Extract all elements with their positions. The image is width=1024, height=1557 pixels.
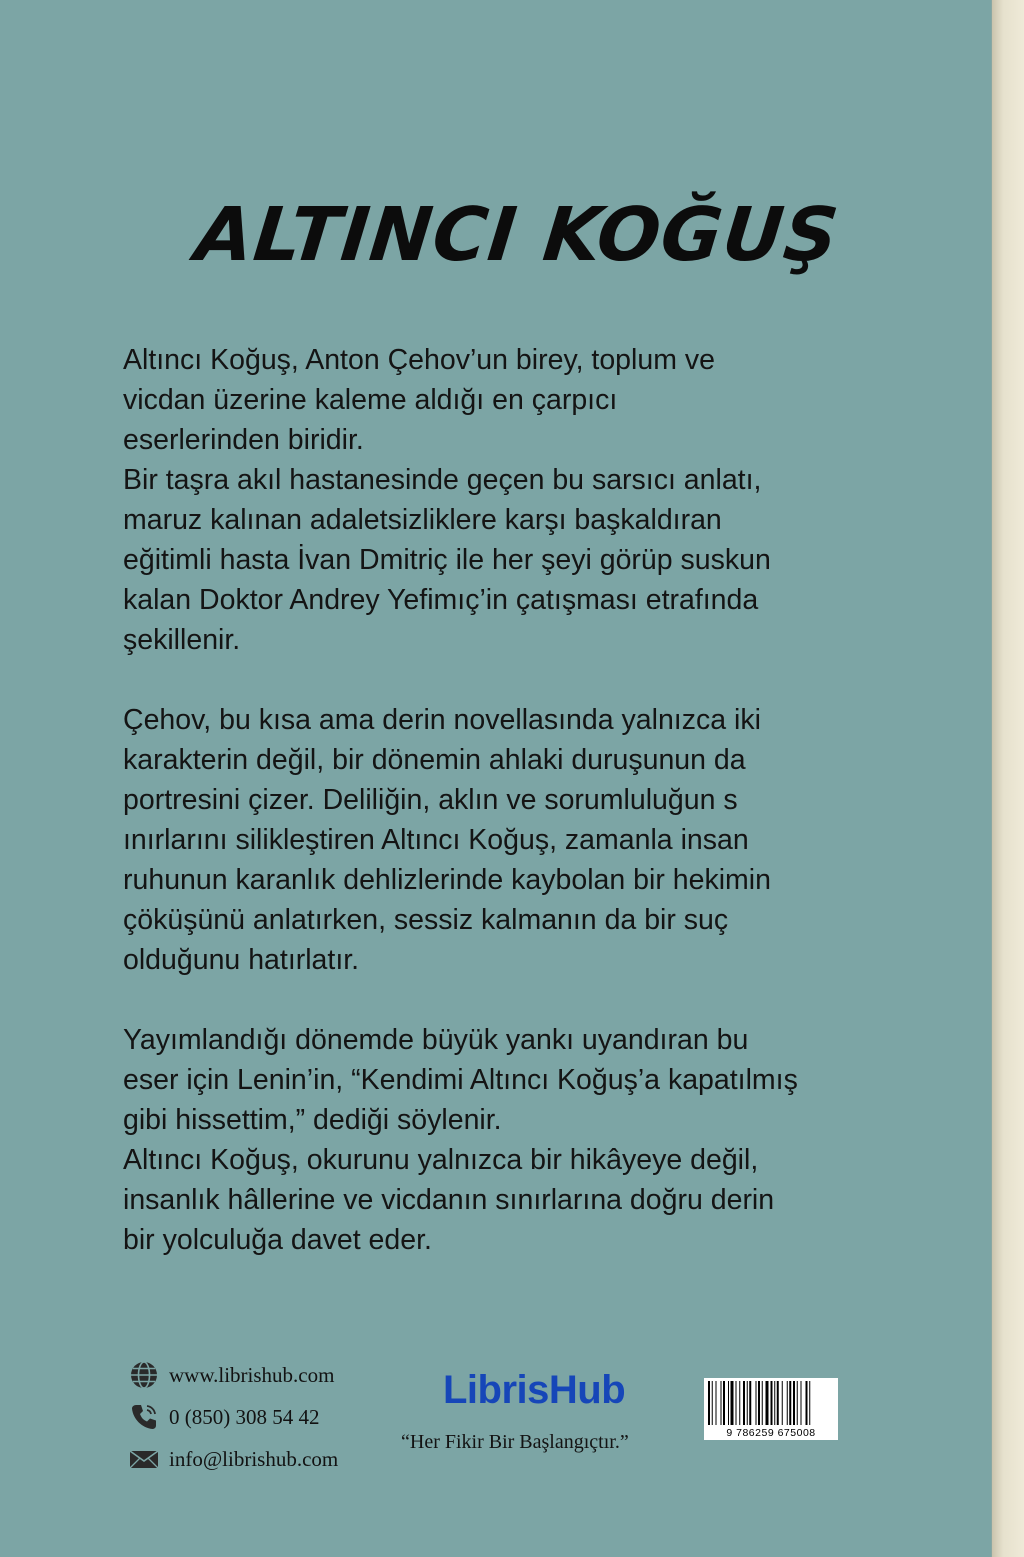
barcode-bar: [777, 1381, 779, 1425]
phone-number[interactable]: 0 (850) 308 54 42: [169, 1404, 320, 1429]
barcode-bar: [774, 1381, 775, 1425]
email-link[interactable]: info@librishub.com: [169, 1446, 339, 1471]
barcode-bar: [766, 1381, 769, 1425]
blurb-line: Çehov, bu kısa ama derin novellasında yalnızca iki: [123, 704, 761, 736]
barcode-bar: [787, 1381, 788, 1425]
blurb-text: [123, 340, 903, 1260]
barcode-bar: [723, 1381, 725, 1425]
blurb-line: maruz kalınan adaletsizliklere karşı başkaldıran: [123, 504, 722, 536]
barcode-bar: [758, 1381, 760, 1425]
blurb-line: eserlerinden biridir.: [123, 424, 364, 456]
barcode-bar: [739, 1381, 740, 1425]
barcode-bar: [736, 1381, 737, 1425]
blurb-line: Yayımlandığı dönemde büyük yankı uyandıran bu: [123, 1024, 749, 1056]
contact-info: [128, 1354, 338, 1480]
blurb-line: şekillenir.: [123, 624, 241, 656]
website-link[interactable]: www.librishub.com: [169, 1362, 335, 1387]
barcode-bar: [712, 1381, 713, 1425]
barcode-bar: [809, 1381, 810, 1425]
phone-row: [128, 1396, 338, 1438]
blurb-line: karakterin değil, bir dönemin ahlaki duruşunun da: [123, 744, 746, 776]
barcode-bar: [782, 1381, 783, 1425]
barcode-bar: [728, 1381, 729, 1425]
email-row: [128, 1438, 338, 1480]
blurb-line: ruhunun karanlık dehlizlerinde kaybolan bir hekimin: [123, 864, 771, 896]
blurb-line: portresini çizer. Deliliğin, aklın ve sorumluluğun s: [123, 784, 738, 816]
blurb-line: gibi hissettim,” dediği söylenir.: [123, 1104, 502, 1136]
blurb-line: bir yolculuğa davet eder.: [123, 1224, 432, 1256]
blurb-line: Altıncı Koğuş, okurunu yalnızca bir hikâyeye değil,: [123, 1144, 759, 1176]
barcode-bar: [747, 1381, 748, 1425]
barcode-bar: [789, 1381, 791, 1425]
barcode-bar: [708, 1381, 710, 1425]
blurb-line: ınırlarını silikleştiren Altıncı Koğuş, zamanla insan: [123, 824, 749, 856]
blurb-line: çöküşünü anlatırken, sessiz kalmanın da bir suç: [123, 904, 729, 936]
blurb-line: olduğunu hatırlatır.: [123, 944, 360, 976]
globe-icon: [128, 1359, 160, 1391]
blurb-line: insanlık hâllerine ve vicdanın sınırlarına doğru derin: [123, 1184, 775, 1216]
barcode-bar: [771, 1381, 773, 1425]
barcode-bar: [756, 1381, 757, 1425]
barcode-bar: [762, 1381, 763, 1425]
book-title: ALTINCI KOĞUŞ: [191, 192, 843, 278]
mail-icon: [128, 1443, 160, 1475]
barcode-bar: [749, 1381, 751, 1425]
blurb-line: Bir taşra akıl hastanesinde geçen bu sarsıcı anlatı,: [123, 464, 762, 496]
paragraph-gap: [123, 660, 903, 700]
publisher-slogan: “Her Fikir Bir Başlangıçtır.”: [401, 1431, 629, 1453]
page-edge: [991, 0, 1024, 1557]
isbn-barcode: [704, 1378, 838, 1440]
phone-icon: [128, 1401, 160, 1433]
barcode-bar: [731, 1381, 734, 1425]
barcode-bar: [806, 1381, 808, 1425]
website-row: [128, 1354, 338, 1396]
barcode-bars: [708, 1381, 834, 1425]
barcode-bar: [743, 1381, 745, 1425]
blurb-line: vicdan üzerine kaleme aldığı en çarpıcı: [123, 384, 618, 416]
barcode-bar: [721, 1381, 722, 1425]
barcode-bar: [797, 1381, 798, 1425]
blurb-line: Altıncı Koğuş, Anton Çehov’un birey, toplum ve: [123, 344, 715, 376]
blurb-line: eğitimli hasta İvan Dmitriç ile her şeyi görüp suskun: [123, 544, 771, 576]
blurb-line: kalan Doktor Andrey Yefimıç’in çatışması etrafında: [123, 584, 759, 616]
blurb-line: eser için Lenin’in, “Kendimi Altıncı Koğuş’a kapatılmış: [123, 1064, 798, 1096]
barcode-number: 9 786259 675008: [726, 1427, 816, 1439]
publisher-logo: LibrisHub: [443, 1368, 626, 1412]
barcode-bar: [716, 1381, 717, 1425]
paragraph-gap: [123, 980, 903, 1020]
barcode-bar: [793, 1381, 795, 1425]
barcode-bar: [801, 1381, 802, 1425]
